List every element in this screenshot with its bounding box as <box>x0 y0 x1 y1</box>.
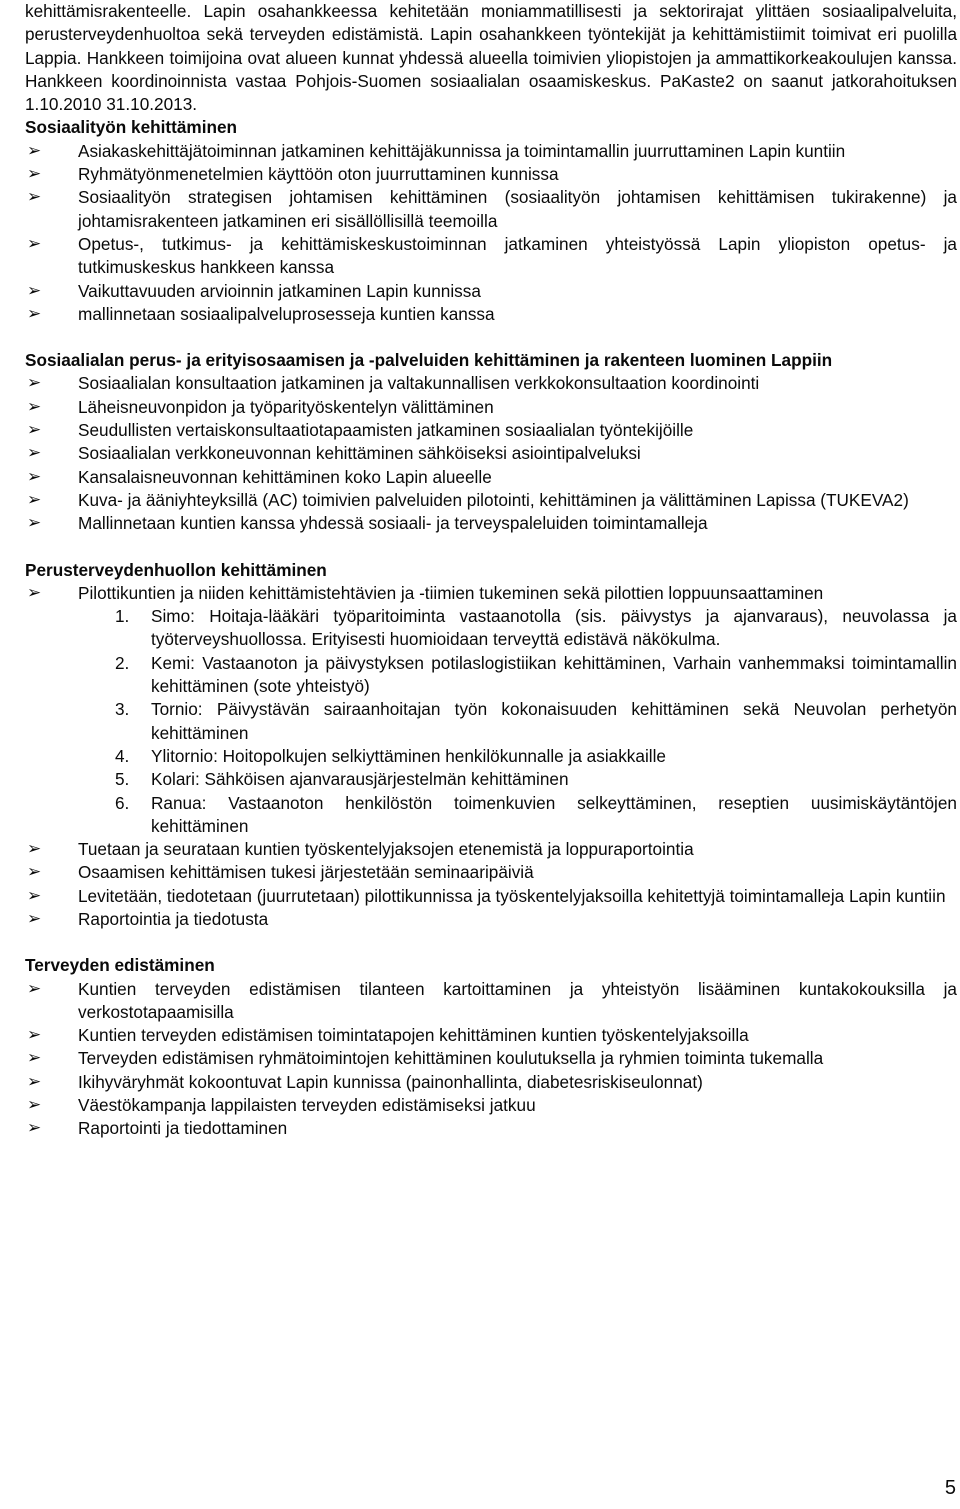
list-item: ➢ Seudullisten vertaiskonsultaatiotapaamisten jatkaminen sosiaalialan työntekijöille <box>25 419 957 442</box>
list-item: ➢ mallinnetaan sosiaalipalveluprosesseja kuntien kanssa <box>25 303 957 326</box>
item-number: 5. <box>115 769 130 790</box>
item-text: Tornio: Päivystävän sairaanhoitajan työn kokonaisuuden kehittäminen sekä Neuvolan perhetyön kehittäminen <box>151 699 957 743</box>
list-item: ➢ Sosiaalialan konsultaation jatkaminen ja valtakunnallisen verkkokonsultaation koordinointi <box>25 372 957 395</box>
list-item: ➢ Pilottikuntien ja niiden kehittämistehtävien ja -tiimien tukeminen sekä pilottien loppuunsaattaminen <box>25 582 957 605</box>
list-item: ➢ Raportointi ja tiedottaminen <box>25 1117 957 1140</box>
document-page <box>25 0 957 1141</box>
list-item: ➢ Kuntien terveyden edistämisen toimintatapojen kehittäminen kuntien työskentelyjaksoilla <box>25 1024 957 1047</box>
numbered-item <box>25 605 957 652</box>
list-item: ➢ Sosiaalialan verkkoneuvonnan kehittäminen sähköiseksi asiointipalveluksi <box>25 442 957 465</box>
list-item: ➢ Kuva- ja ääniyhteyksillä (AC) toimivien palveluiden pilotointi, kehittäminen ja välittäminen Lapissa (TUKEVA2) <box>25 489 957 512</box>
item-text: Kolari: Sähköisen ajanvarausjärjestelmän kehittäminen <box>151 769 569 790</box>
list-item: ➢ Osaamisen kehittämisen tukesi järjestetään seminaaripäiviä <box>25 861 957 884</box>
item-number: 6. <box>115 792 130 813</box>
bullet-list-sosiaalityo <box>25 140 957 326</box>
item-number: 3. <box>115 699 130 720</box>
list-item: ➢ Terveyden edistämisen ryhmätoimintojen kehittäminen koulutuksella ja ryhmien toiminta tukemalla <box>25 1047 957 1070</box>
list-item: ➢ Läheisneuvonpidon ja työparityöskentelyn välittäminen <box>25 396 957 419</box>
item-number: 4. <box>115 745 130 766</box>
numbered-item <box>25 698 957 745</box>
list-item: ➢ Levitetään, tiedotetaan (juurrutetaan) pilottikunnissa ja työskentelyjaksoilla kehitettyjä toimintamalleja Lapin kuntiin <box>25 885 957 908</box>
section-heading-sosiaalityo: Sosiaalityön kehittäminen <box>25 117 238 138</box>
numbered-item <box>25 652 957 699</box>
numbered-item <box>25 768 957 791</box>
item-text: Kemi: Vastaanoton ja päivystyksen potilaslogistiikan kehittäminen, Varhain vanhemmaksi toimintamallin kehittäminen (sote yhteistyö) <box>151 652 957 697</box>
item-text: Ranua: Vastaanoton henkilöstön toimenkuvien selkeyttäminen, reseptien uusimiskäytäntöjen kehittäminen <box>151 792 957 836</box>
bullet-list-terveyden-edistaminen <box>25 978 957 1141</box>
list-item: ➢ Raportointia ja tiedotusta <box>25 908 957 931</box>
list-item: ➢ Kuntien terveyden edistämisen tilanteen kartoittaminen ja yhteistyön lisääminen kuntakokouksilla ja verkostotapaamisilla <box>25 978 957 1025</box>
list-item: ➢ Väestökampanja lappilaisten terveyden edistämiseksi jatkuu <box>25 1094 957 1117</box>
numbered-item <box>25 745 957 768</box>
section-heading-sosiaaliala: Sosiaalialan perus- ja erityisosaamisen ja -palveluiden kehittäminen ja rakenteen luominen Lappiin <box>25 350 833 371</box>
page-number: 5 <box>944 1477 956 1499</box>
intro-paragraph: kehittämisrakenteelle. Lapin osahankkeessa kehitetään moniammatillisesti ja sektorirajat ylittäen sosiaalipalveluita, perusterveydenhuoltoa sekä terveyden edistämistä. Lapin osahankkeen työntekijät ja kehittämistiimit toimivat eri puolilla Lappia. Hankkeen toimijoina ovat alueen kunnat yhdessä alueella toimivien yliopistojen ja ammattikorkeakoulujen kanssa. Hankkeen koordinoinnista vastaa Pohjois-Suomen sosiaalialan osaamiskeskus. PaKaste2 on saanut jatkorahoituksen 1.10.2010 31.10.2013. <box>25 1 957 115</box>
bullet-list-perusterveydenhuolto-continued <box>25 838 957 931</box>
item-number: 1. <box>115 606 130 627</box>
item-text: Ylitornio: Hoitopolkujen selkiyttäminen henkilökunnalle ja asiakkaille <box>151 745 666 766</box>
list-item: ➢ Vaikuttavuuden arvioinnin jatkaminen Lapin kunnissa <box>25 280 957 303</box>
item-text: Simo: Hoitaja-lääkäri työparitoiminta vastaanotolla (sis. päivystys ja ajanvaraus), neuvolassa ja työterveyshuollossa. Erityisesti huomioidaan terveyttä edistävä näkökulma. <box>151 606 957 650</box>
item-number: 2. <box>115 652 130 673</box>
numbered-item <box>25 792 957 839</box>
list-item: ➢ Sosiaalityön strategisen johtamisen kehittäminen (sosiaalityön johtamisen kehittämisen tukirakenne) ja johtamisrakenteen jatkaminen eri sisällöllisillä teemoilla <box>25 186 957 233</box>
bullet-list-perusterveydenhuolto <box>25 582 957 605</box>
list-item: ➢ Ikihyväryhmät kokoontuvat Lapin kunnissa (painonhallinta, diabetesriskiseulonnat) <box>25 1071 957 1094</box>
list-item: ➢ Kansalaisneuvonnan kehittäminen koko Lapin alueelle <box>25 466 957 489</box>
list-item: ➢ Tuetaan ja seurataan kuntien työskentelyjaksojen etenemistä ja loppuraportointia <box>25 838 957 861</box>
section-heading-terveyden-edistaminen: Terveyden edistäminen <box>25 955 215 976</box>
list-item: ➢ Asiakaskehittäjätoiminnan jatkaminen kehittäjäkunnissa ja toimintamallin juurruttaminen Lapin kuntiin <box>25 140 957 163</box>
numbered-list-pilot-municipalities <box>25 605 957 838</box>
bullet-list-sosiaaliala <box>25 372 957 535</box>
list-item: ➢ Ryhmätyönmenetelmien käyttöön oton juurruttaminen kunnissa <box>25 163 957 186</box>
list-item: ➢ Mallinnetaan kuntien kanssa yhdessä sosiaali- ja terveyspaleluiden toimintamalleja <box>25 512 957 535</box>
section-heading-perusterveydenhuolto: Perusterveydenhuollon kehittäminen <box>25 559 327 580</box>
list-item: ➢ Opetus-, tutkimus- ja kehittämiskeskustoiminnan jatkaminen yhteistyössä Lapin yliopiston opetus- ja tutkimuskeskus hankkeen kanssa <box>25 233 957 280</box>
